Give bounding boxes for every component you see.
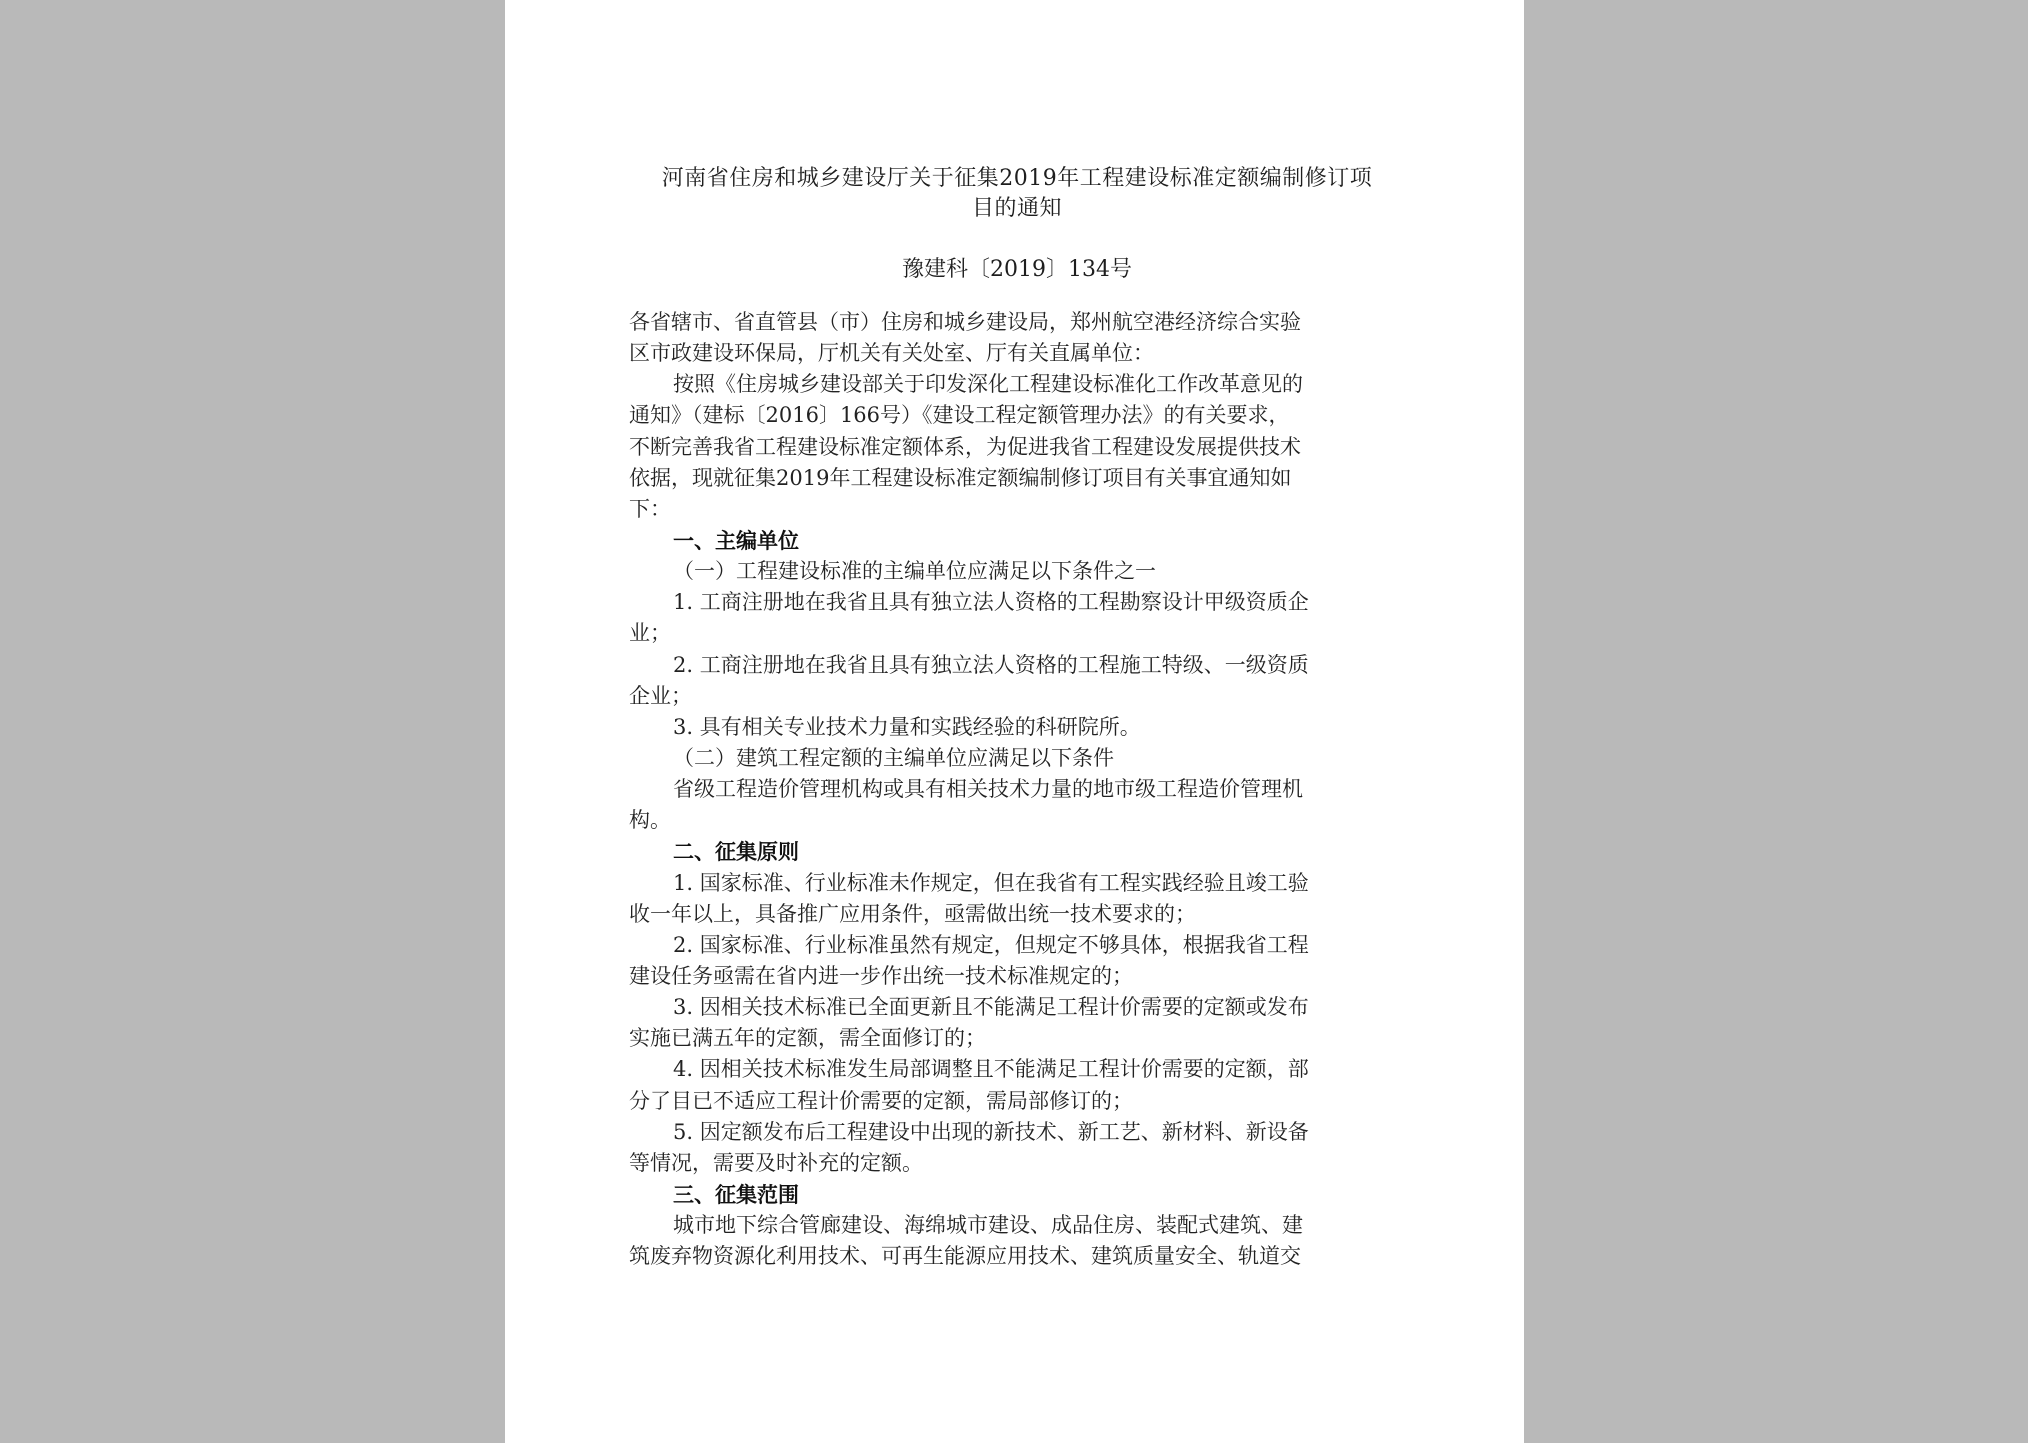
body-text-line: 各省辖市、省直管县（市）住房和城乡建设局，郑州航空港经济综合实验 <box>629 310 1301 334</box>
body-text-line: 依据，现就征集2019年工程建设标准定额编制修订项目有关事宜通知如 <box>629 465 1292 490</box>
body-text-line: 2. 国家标准、行业标准虽然有规定，但规定不够具体，根据我省工程 <box>673 932 1309 957</box>
body-text-line: 企业； <box>629 683 692 708</box>
section-heading: 二、征集原则 <box>673 839 799 865</box>
body-text-line: 区市政建设环保局，厅机关有关处室、厅有关直属单位： <box>629 341 1154 366</box>
body-text-line: 1. 工商注册地在我省且具有独立法人资格的工程勘察设计甲级资质企 <box>673 590 1309 615</box>
section-heading: 三、征集范围 <box>673 1181 799 1207</box>
body-text-line: 3. 具有相关专业技术力量和实践经验的科研院所。 <box>673 714 1141 739</box>
body-text-line: 筑废弃物资源化利用技术、可再生能源应用技术、建筑质量安全、轨道交 <box>629 1244 1301 1269</box>
body-text-line: 构。 <box>629 808 671 833</box>
document-page <box>505 0 1524 1443</box>
title-line-2: 目的通知 <box>971 196 1062 221</box>
body-text-line: 建设任务亟需在省内进一步作出统一技术标准规定的； <box>629 963 1133 988</box>
document-number: 豫建科〔2019〕134号 <box>902 257 1132 282</box>
body-text-line: 2. 工商注册地在我省且具有独立法人资格的工程施工特级、一级资质 <box>673 652 1309 677</box>
body-text-line: 省级工程造价管理机构或具有相关技术力量的地市级工程造价管理机 <box>673 777 1303 802</box>
document-title <box>629 164 1405 224</box>
body-text-line: 按照《住房城乡建设部关于印发深化工程建设标准化工作改革意见的 <box>673 372 1303 397</box>
body-text-line: （二）建筑工程定额的主编单位应满足以下条件 <box>673 745 1114 770</box>
title-line-1: 河南省住房和城乡建设厅关于征集2019年工程建设标准定额编制修订项 <box>661 166 1373 191</box>
body-text-line: 收一年以上，具备推广应用条件，亟需做出统一技术要求的； <box>629 901 1196 926</box>
body-text-line: 业； <box>629 621 671 646</box>
body-text-line: 不断完善我省工程建设标准定额体系，为促进我省工程建设发展提供技术 <box>629 434 1301 459</box>
body-text-line: 通知》（建标〔2016〕166号）《建设工程定额管理办法》的有关要求， <box>629 403 1290 428</box>
body-text-line: （一）工程建设标准的主编单位应满足以下条件之一 <box>673 559 1156 584</box>
section-heading: 一、主编单位 <box>673 527 799 553</box>
body-text-line: 5. 因定额发布后工程建设中出现的新技术、新工艺、新材料、新设备 <box>673 1119 1309 1144</box>
body-text-line: 分了目已不适应工程计价需要的定额，需局部修订的； <box>629 1088 1133 1113</box>
body-text-line: 实施已满五年的定额，需全面修订的； <box>629 1026 986 1051</box>
body-text-line: 城市地下综合管廊建设、海绵城市建设、成品住房、装配式建筑、建 <box>673 1213 1303 1238</box>
body-text-line: 4. 因相关技术标准发生局部调整且不能满足工程计价需要的定额，部 <box>673 1057 1309 1082</box>
body-text-line: 1. 国家标准、行业标准未作规定，但在我省有工程实践经验且竣工验 <box>673 870 1309 895</box>
document-body <box>629 307 1405 1272</box>
body-text-line: 3. 因相关技术标准已全面更新且不能满足工程计价需要的定额或发布 <box>673 995 1309 1020</box>
body-text-line: 等情况，需要及时补充的定额。 <box>629 1150 923 1175</box>
body-text-line: 下： <box>629 496 671 521</box>
